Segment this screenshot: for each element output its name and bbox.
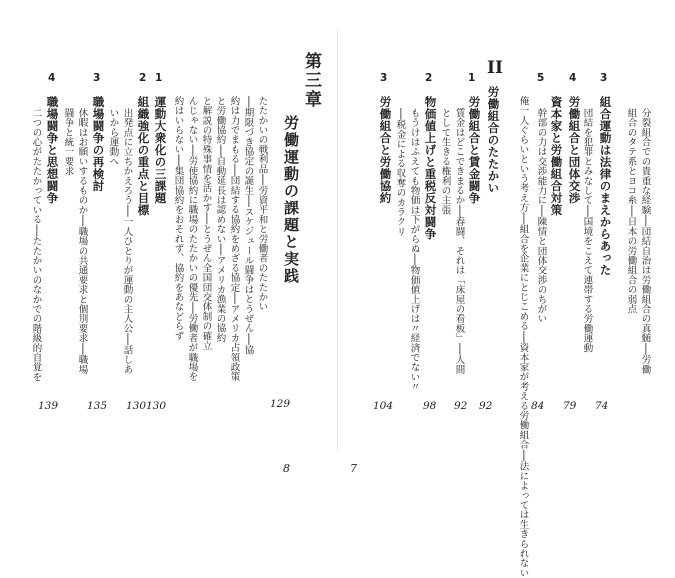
section-page: 130 xyxy=(126,400,147,412)
section-title: 労働組合と団体交渉 xyxy=(567,96,582,204)
section-title: 職場闘争の再検討 xyxy=(91,96,106,192)
section-subtopics: 出発点に立ちかえろう──一人ひとりが運動の主人公──話しあ xyxy=(121,108,133,375)
section-title: 職場闘争と思想闘争 xyxy=(45,96,60,204)
chapter-intro-line: ──期限づき協定の誕生──スケジュール闘争はとうぜん──協 xyxy=(242,96,254,355)
section-page: 98 xyxy=(423,400,437,412)
chapter-title: 労働運動の課題と実践 xyxy=(282,115,300,285)
part-numeral: II xyxy=(487,58,503,78)
section-subtopics: ──税金による収奪のカラクリ xyxy=(394,108,406,237)
section-page: 104 xyxy=(373,400,394,412)
section-number: 4 xyxy=(48,72,56,84)
section-page: 84 xyxy=(531,400,545,412)
section-page: 135 xyxy=(87,400,108,412)
section-subtopics: 休暇はお願いするものか──職場の共通要求と個別要求──職場 xyxy=(76,108,88,375)
section-subtopics: 幹部の力は交渉能力に──陳情と団体交渉のちがい xyxy=(535,108,547,324)
chapter-intro-line: んじゃない──労使協約に職場のたたかいの優先──労働者が職場を xyxy=(186,96,198,382)
section-page: 139 xyxy=(38,400,59,412)
section-subtopics: 組合のタテ系とヨコ糸──日本の労働組合の弱点 xyxy=(625,108,637,314)
section-title: 労働組合と労働協約 xyxy=(378,96,393,204)
section-number: 2 xyxy=(139,72,147,84)
chapter-page: 129 xyxy=(270,398,291,410)
page-folio: 7 xyxy=(350,462,357,475)
section-title: 物価値上げと重税反対闘争 xyxy=(423,96,438,240)
section-page: 92 xyxy=(454,400,468,412)
section-title: 組合運動は法律のまえからあった xyxy=(598,96,613,276)
section-title: 資本家と労働組合対策 xyxy=(549,96,564,216)
right-page xyxy=(340,0,675,578)
section-subtopics: 団結を犯罪とみなして──国境をこえて連帯する労働運動 xyxy=(581,108,593,353)
section-page: 130 xyxy=(146,400,167,412)
section-number: 4 xyxy=(569,72,577,84)
section-subtopics: 分裂組合での貴重な経験──団結自治は労働組合の真髄──労働 xyxy=(639,108,651,375)
chapter-intro-line: と解説の特殊事情を活かす──とうぜん全国団交体制の確立 xyxy=(200,96,212,351)
section-number: 3 xyxy=(600,72,608,84)
chapter-intro-line: たたかいの戦利品──労資平和と労働者のたたかい xyxy=(256,96,268,312)
section-page: 79 xyxy=(563,400,577,412)
part-page: 92 xyxy=(479,400,493,412)
section-subtopics: 二つの心がたたかっている──たたかいのなかでの階級的自覚を xyxy=(30,108,42,382)
chapter-intro-line: と労働協約──自動延長は認めない──アメリカ漁業の協約 xyxy=(214,96,226,343)
left-page xyxy=(0,0,340,489)
chapter-intro-line: 約はいらない──集団協約をおそれず、協約をあなどらず xyxy=(172,96,184,341)
section-number: 1 xyxy=(468,72,476,84)
chapter-label: 第三章 xyxy=(301,52,321,109)
section-title: 組織強化の重点と目標 xyxy=(136,96,151,216)
section-number: 2 xyxy=(425,72,433,84)
section-page: 74 xyxy=(595,400,609,412)
section-subtopics: 賃金はどこできまるか──春闘、それは「床屋の看板」──人間 xyxy=(453,108,465,375)
section-subtopics: として生きる権利の主張 xyxy=(439,108,451,215)
section-subtopics: 闘争と統一要求 xyxy=(62,108,74,176)
section-number: 1 xyxy=(155,72,163,84)
section-subtopics: いから運動へ xyxy=(107,108,119,167)
page-folio: 8 xyxy=(283,462,290,475)
part-title: 労働組合のたたかい xyxy=(486,86,501,194)
section-number: 5 xyxy=(537,72,545,84)
section-subtopics: もうけはふえても物価は下がらぬ──物価値上げは〃経済でない〃 xyxy=(408,108,420,392)
part-intro: 俺一人ぐらいという考え方──組合を企業にとじこめる──資本家が考える労働組合──法によっては生きられない xyxy=(517,96,529,578)
section-number: 3 xyxy=(380,72,388,84)
section-title: 労働組合と賃金闘争 xyxy=(467,96,482,204)
section-title: 運動大衆化の三課題 xyxy=(153,96,168,204)
section-number: 3 xyxy=(93,72,101,84)
chapter-intro-line: 約は力でまもる──団結する協約をめざる協定──アメリカ占領政策 xyxy=(228,96,240,382)
